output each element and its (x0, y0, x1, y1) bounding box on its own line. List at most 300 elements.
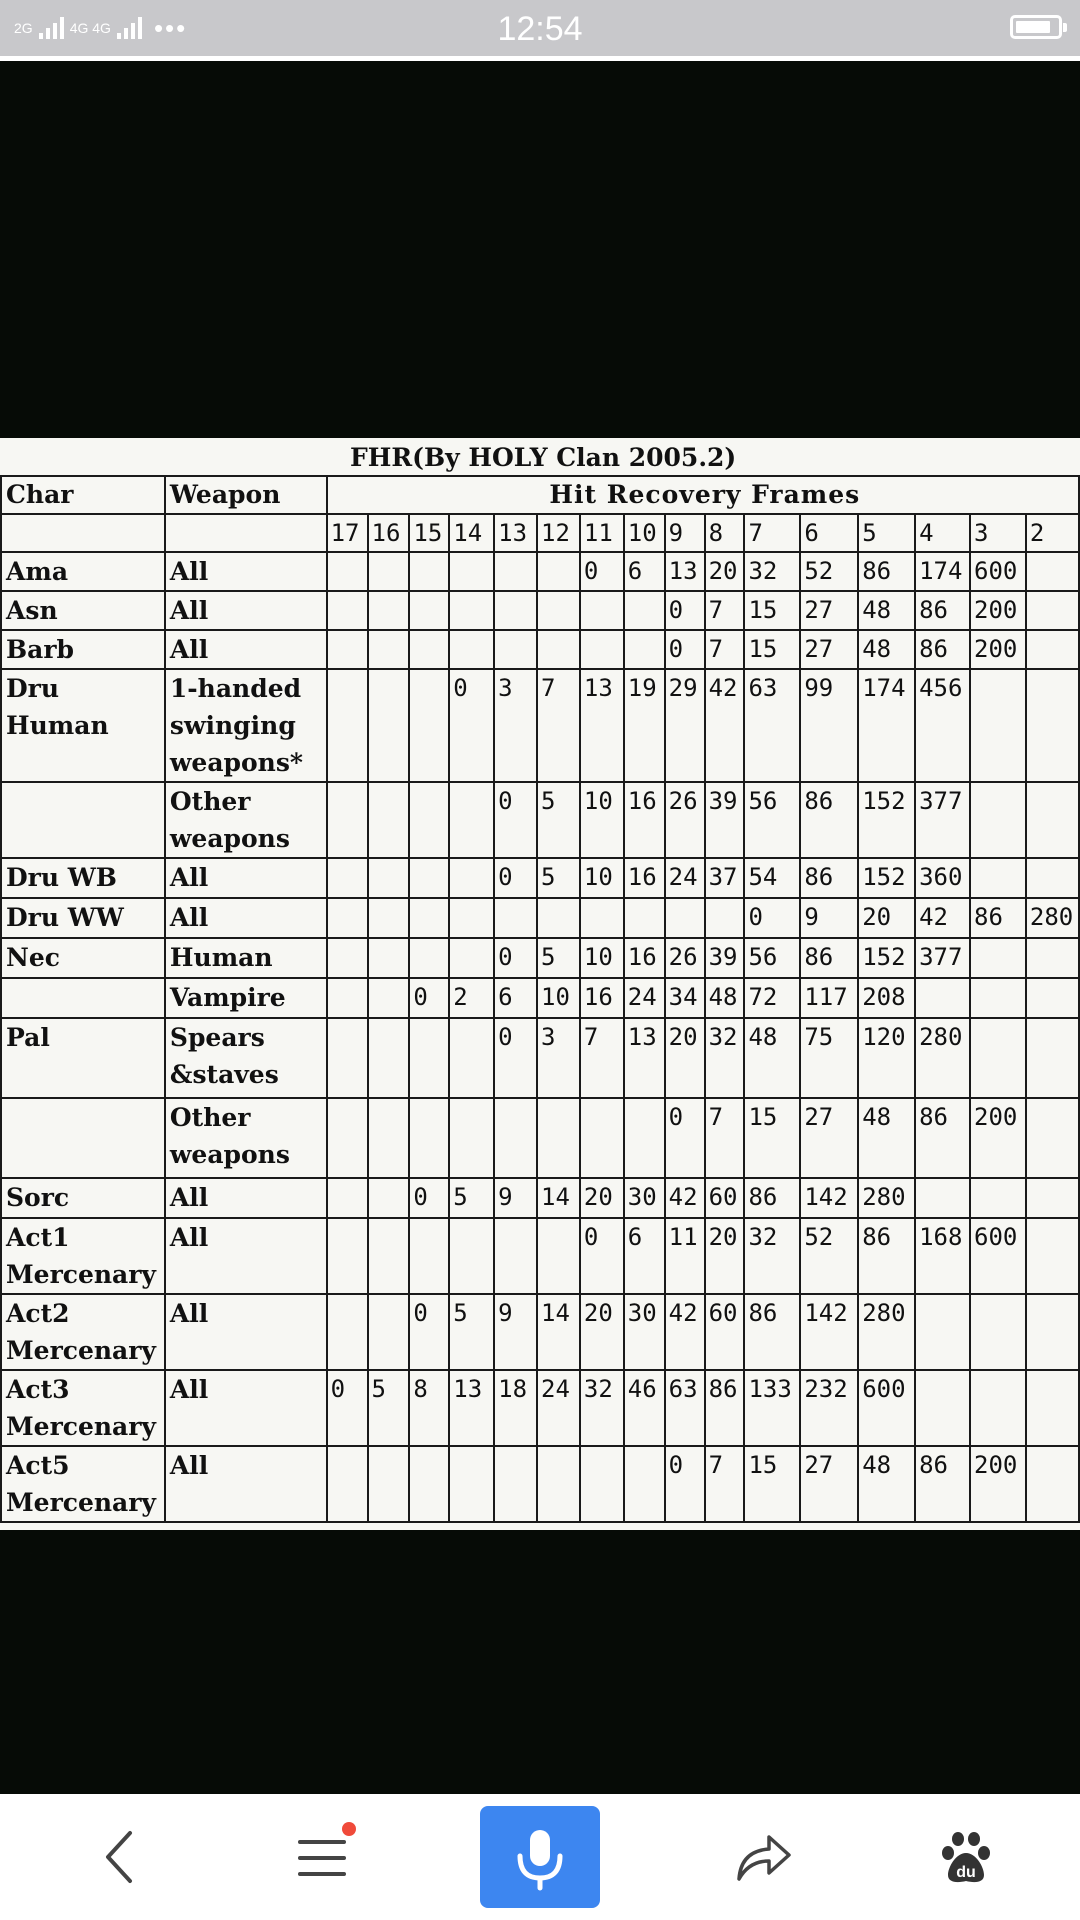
value-cell: 32 (744, 1218, 800, 1294)
value-cell: 48 (858, 1098, 915, 1178)
value-cell: 16 (624, 938, 665, 978)
value-cell: 18 (494, 1370, 537, 1446)
value-cell: 86 (744, 1178, 800, 1218)
value-cell: 10 (537, 978, 580, 1018)
value-cell (915, 1370, 970, 1446)
sim2-label: 4G 4G (69, 20, 111, 36)
value-cell: 0 (409, 978, 449, 1018)
status-bar (0, 0, 1080, 56)
value-cell: 7 (705, 1098, 745, 1178)
value-cell (368, 630, 410, 669)
value-cell (1026, 1294, 1079, 1370)
value-cell: 37 (705, 858, 745, 898)
table-row (1, 630, 1079, 669)
frames-row-empty-char (1, 514, 165, 552)
table-row (1, 782, 1079, 858)
frame-header-cell: 2 (1026, 514, 1079, 552)
value-cell: 24 (665, 858, 705, 898)
value-cell: 56 (744, 938, 800, 978)
char-cell: Act5 Mercenary (1, 1446, 165, 1522)
value-cell: 6 (494, 978, 537, 1018)
weapon-cell: Other weapons (165, 782, 327, 858)
value-cell: 32 (580, 1370, 624, 1446)
weapon-cell: All (165, 1218, 327, 1294)
table-title: FHR(By HOLY Clan 2005.2) (350, 443, 737, 472)
frame-header-cell: 14 (449, 514, 494, 552)
value-cell (970, 1370, 1026, 1446)
value-cell (970, 782, 1026, 858)
frame-header-cell: 12 (537, 514, 580, 552)
value-cell (327, 630, 368, 669)
value-cell (449, 858, 494, 898)
value-cell: 86 (915, 591, 970, 630)
value-cell (409, 898, 449, 938)
value-cell: 3 (537, 1018, 580, 1098)
value-cell (327, 591, 368, 630)
value-cell (409, 1018, 449, 1098)
value-cell: 26 (665, 782, 705, 858)
value-cell: 7 (705, 1446, 745, 1522)
value-cell: 142 (800, 1294, 858, 1370)
value-cell: 117 (800, 978, 858, 1018)
value-cell: 86 (858, 1218, 915, 1294)
value-cell: 208 (858, 978, 915, 1018)
value-cell: 63 (744, 669, 800, 782)
value-cell: 377 (915, 938, 970, 978)
value-cell (327, 978, 368, 1018)
value-cell (970, 938, 1026, 978)
value-cell: 20 (580, 1294, 624, 1370)
value-cell (1026, 782, 1079, 858)
value-cell: 48 (705, 978, 745, 1018)
value-cell (327, 1446, 368, 1522)
value-cell: 0 (449, 669, 494, 782)
share-icon (733, 1829, 793, 1885)
value-cell: 46 (624, 1370, 665, 1446)
value-cell: 52 (800, 552, 858, 591)
fhr-table (0, 475, 1080, 1523)
value-cell: 86 (800, 782, 858, 858)
value-cell: 56 (744, 782, 800, 858)
value-cell: 24 (537, 1370, 580, 1446)
weapon-cell: All (165, 591, 327, 630)
value-cell (409, 591, 449, 630)
value-cell: 0 (494, 938, 537, 978)
value-cell (705, 898, 745, 938)
value-cell (915, 1294, 970, 1370)
value-cell: 42 (705, 669, 745, 782)
value-cell (327, 1178, 368, 1218)
table-row (1, 858, 1079, 898)
value-cell: 60 (705, 1294, 745, 1370)
value-cell: 30 (624, 1294, 665, 1370)
char-cell: Ama (1, 552, 165, 591)
char-cell: Act2 Mercenary (1, 1294, 165, 1370)
value-cell: 13 (665, 552, 705, 591)
value-cell: 280 (915, 1018, 970, 1098)
value-cell: 11 (665, 1218, 705, 1294)
value-cell (449, 630, 494, 669)
value-cell (368, 1178, 410, 1218)
value-cell: 0 (580, 1218, 624, 1294)
value-cell (368, 669, 410, 782)
char-cell: Sorc (1, 1178, 165, 1218)
value-cell: 5 (449, 1294, 494, 1370)
value-cell: 48 (858, 591, 915, 630)
back-button[interactable] (90, 1794, 150, 1920)
frame-header-cell: 11 (580, 514, 624, 552)
header-char: Char (1, 476, 165, 514)
value-cell: 7 (580, 1018, 624, 1098)
value-cell: 600 (970, 1218, 1026, 1294)
value-cell: 42 (665, 1178, 705, 1218)
value-cell (409, 1446, 449, 1522)
char-cell: Act3 Mercenary (1, 1370, 165, 1446)
value-cell: 200 (970, 1098, 1026, 1178)
value-cell (665, 898, 705, 938)
table-row (1, 898, 1079, 938)
value-cell (1026, 1178, 1079, 1218)
value-cell: 152 (858, 858, 915, 898)
value-cell: 29 (665, 669, 705, 782)
value-cell: 27 (800, 1446, 858, 1522)
value-cell (1026, 1098, 1079, 1178)
value-cell (537, 552, 580, 591)
value-cell: 99 (800, 669, 858, 782)
value-cell: 26 (665, 938, 705, 978)
value-cell: 9 (800, 898, 858, 938)
value-cell: 42 (915, 898, 970, 938)
value-cell (327, 1018, 368, 1098)
more-notifications-icon: ••• (153, 12, 188, 43)
value-cell: 8 (409, 1370, 449, 1446)
table-row (1, 978, 1079, 1018)
value-cell: 152 (858, 938, 915, 978)
frame-header-cell: 5 (858, 514, 915, 552)
value-cell: 52 (800, 1218, 858, 1294)
char-cell: Dru Human (1, 669, 165, 782)
value-cell: 32 (705, 1018, 745, 1098)
value-cell (580, 1098, 624, 1178)
value-cell (409, 938, 449, 978)
value-cell: 10 (580, 938, 624, 978)
value-cell: 48 (744, 1018, 800, 1098)
value-cell: 39 (705, 782, 745, 858)
frame-header-cell: 13 (494, 514, 537, 552)
value-cell: 6 (624, 1218, 665, 1294)
value-cell (1026, 630, 1079, 669)
value-cell: 0 (409, 1178, 449, 1218)
value-cell: 200 (970, 1446, 1026, 1522)
value-cell: 16 (580, 978, 624, 1018)
value-cell (537, 630, 580, 669)
frames-row-empty-weapon (165, 514, 327, 552)
value-cell (327, 1294, 368, 1370)
value-cell (409, 1218, 449, 1294)
value-cell (449, 782, 494, 858)
frame-header-cell: 3 (970, 514, 1026, 552)
value-cell (537, 1098, 580, 1178)
value-cell: 86 (705, 1370, 745, 1446)
value-cell: 86 (800, 858, 858, 898)
value-cell: 86 (858, 552, 915, 591)
value-cell (970, 858, 1026, 898)
value-cell: 63 (665, 1370, 705, 1446)
table-row (1, 1098, 1079, 1178)
value-cell (580, 898, 624, 938)
value-cell (1026, 1446, 1079, 1522)
value-cell: 0 (665, 630, 705, 669)
table-row (1, 938, 1079, 978)
value-cell: 14 (537, 1294, 580, 1370)
weapon-cell: All (165, 1446, 327, 1522)
value-cell (449, 552, 494, 591)
value-cell: 13 (624, 1018, 665, 1098)
weapon-cell: All (165, 1178, 327, 1218)
value-cell: 120 (858, 1018, 915, 1098)
value-cell (580, 591, 624, 630)
value-cell (327, 858, 368, 898)
value-cell: 2 (449, 978, 494, 1018)
value-cell: 16 (624, 858, 665, 898)
value-cell: 10 (580, 782, 624, 858)
value-cell (368, 782, 410, 858)
value-cell (970, 1294, 1026, 1370)
char-cell: Act1 Mercenary (1, 1218, 165, 1294)
value-cell: 280 (858, 1178, 915, 1218)
weapon-cell: 1-handed swinging weapons* (165, 669, 327, 782)
value-cell (970, 1178, 1026, 1218)
value-cell: 20 (705, 552, 745, 591)
value-cell: 142 (800, 1178, 858, 1218)
weapon-cell: All (165, 1294, 327, 1370)
value-cell (449, 1018, 494, 1098)
header-row (1, 476, 1079, 514)
sim1-label: 2G (14, 20, 33, 36)
value-cell (327, 782, 368, 858)
frames-row (1, 514, 1079, 552)
value-cell (1026, 858, 1079, 898)
value-cell: 174 (858, 669, 915, 782)
value-cell (494, 898, 537, 938)
frame-header-cell: 17 (327, 514, 368, 552)
value-cell (1026, 1370, 1079, 1446)
weapon-cell: All (165, 1370, 327, 1446)
voice-search-button[interactable] (480, 1806, 600, 1908)
value-cell: 10 (580, 858, 624, 898)
value-cell (368, 1294, 410, 1370)
value-cell: 600 (858, 1370, 915, 1446)
value-cell (327, 898, 368, 938)
value-cell: 7 (705, 591, 745, 630)
value-cell (327, 1098, 368, 1178)
value-cell: 600 (970, 552, 1026, 591)
frame-header-cell: 15 (409, 514, 449, 552)
value-cell (449, 1446, 494, 1522)
value-cell: 5 (537, 858, 580, 898)
table-row (1, 552, 1079, 591)
value-cell (624, 898, 665, 938)
value-cell (409, 552, 449, 591)
value-cell: 0 (494, 1018, 537, 1098)
frame-header-cell: 7 (744, 514, 800, 552)
value-cell: 9 (494, 1178, 537, 1218)
value-cell (1026, 1218, 1079, 1294)
share-button[interactable] (732, 1794, 794, 1920)
value-cell (368, 898, 410, 938)
value-cell (368, 858, 410, 898)
value-cell: 20 (665, 1018, 705, 1098)
value-cell: 200 (970, 591, 1026, 630)
value-cell: 15 (744, 1446, 800, 1522)
fhr-table-image (0, 438, 1080, 1530)
menu-icon (296, 1832, 348, 1882)
value-cell: 0 (665, 591, 705, 630)
value-cell (970, 1018, 1026, 1098)
char-cell (1, 1098, 165, 1178)
table-row (1, 669, 1079, 782)
value-cell: 75 (800, 1018, 858, 1098)
char-cell: Dru WB (1, 858, 165, 898)
value-cell (537, 1218, 580, 1294)
frame-header-cell: 9 (665, 514, 705, 552)
value-cell (368, 552, 410, 591)
value-cell (368, 591, 410, 630)
value-cell: 86 (800, 938, 858, 978)
value-cell (624, 591, 665, 630)
image-viewer[interactable] (0, 61, 1080, 1794)
clock: 12:54 (497, 10, 583, 48)
value-cell: 280 (858, 1294, 915, 1370)
value-cell: 27 (800, 630, 858, 669)
value-cell (494, 591, 537, 630)
menu-button[interactable] (290, 1794, 354, 1920)
baidu-button[interactable] (936, 1794, 996, 1920)
value-cell: 0 (665, 1098, 705, 1178)
value-cell (327, 669, 368, 782)
char-cell: Nec (1, 938, 165, 978)
value-cell (327, 552, 368, 591)
value-cell: 86 (744, 1294, 800, 1370)
value-cell: 7 (537, 669, 580, 782)
value-cell: 86 (970, 898, 1026, 938)
value-cell: 5 (449, 1178, 494, 1218)
weapon-cell: Human (165, 938, 327, 978)
value-cell (368, 1446, 410, 1522)
value-cell (449, 938, 494, 978)
value-cell (327, 938, 368, 978)
value-cell: 15 (744, 591, 800, 630)
value-cell: 9 (494, 1294, 537, 1370)
baidu-label: du (956, 1864, 976, 1881)
value-cell: 86 (915, 1098, 970, 1178)
value-cell: 30 (624, 1178, 665, 1218)
value-cell (368, 1018, 410, 1098)
value-cell (915, 978, 970, 1018)
value-cell: 42 (665, 1294, 705, 1370)
value-cell: 5 (537, 782, 580, 858)
value-cell (449, 1218, 494, 1294)
frame-header-cell: 10 (624, 514, 665, 552)
value-cell: 20 (580, 1178, 624, 1218)
frame-header-cell: 6 (800, 514, 858, 552)
weapon-cell: All (165, 898, 327, 938)
value-cell (368, 938, 410, 978)
char-cell: Pal (1, 1018, 165, 1098)
value-cell (449, 591, 494, 630)
value-cell (537, 898, 580, 938)
value-cell (449, 1098, 494, 1178)
header-hit-recovery-frames: Hit Recovery Frames (327, 476, 1079, 514)
notification-dot (342, 1822, 356, 1836)
value-cell (409, 782, 449, 858)
value-cell (970, 978, 1026, 1018)
frame-header-cell: 8 (705, 514, 745, 552)
value-cell (624, 1098, 665, 1178)
weapon-cell: Other weapons (165, 1098, 327, 1178)
value-cell: 27 (800, 591, 858, 630)
value-cell (494, 1218, 537, 1294)
value-cell: 20 (858, 898, 915, 938)
value-cell: 13 (449, 1370, 494, 1446)
value-cell: 72 (744, 978, 800, 1018)
value-cell: 16 (624, 782, 665, 858)
char-cell: Barb (1, 630, 165, 669)
bottom-nav (0, 1794, 1080, 1920)
value-cell: 232 (800, 1370, 858, 1446)
value-cell: 360 (915, 858, 970, 898)
value-cell: 0 (409, 1294, 449, 1370)
header-weapon: Weapon (165, 476, 327, 514)
value-cell: 86 (915, 1446, 970, 1522)
value-cell: 456 (915, 669, 970, 782)
value-cell: 133 (744, 1370, 800, 1446)
value-cell (368, 1218, 410, 1294)
char-cell: Dru WW (1, 898, 165, 938)
value-cell (368, 1098, 410, 1178)
value-cell: 152 (858, 782, 915, 858)
value-cell (970, 669, 1026, 782)
value-cell: 54 (744, 858, 800, 898)
value-cell: 0 (494, 782, 537, 858)
table-row (1, 1446, 1079, 1522)
table-row (1, 1218, 1079, 1294)
value-cell: 24 (624, 978, 665, 1018)
value-cell (409, 630, 449, 669)
value-cell: 39 (705, 938, 745, 978)
weapon-cell: Spears &staves (165, 1018, 327, 1098)
weapon-cell: All (165, 858, 327, 898)
value-cell: 20 (705, 1218, 745, 1294)
value-cell (494, 1446, 537, 1522)
value-cell: 0 (327, 1370, 368, 1446)
value-cell: 34 (665, 978, 705, 1018)
value-cell (409, 1098, 449, 1178)
value-cell (1026, 669, 1079, 782)
value-cell: 200 (970, 630, 1026, 669)
value-cell: 5 (368, 1370, 410, 1446)
value-cell: 86 (915, 630, 970, 669)
value-cell: 174 (915, 552, 970, 591)
value-cell: 13 (580, 669, 624, 782)
char-cell (1, 978, 165, 1018)
value-cell (915, 1178, 970, 1218)
value-cell (1026, 591, 1079, 630)
back-icon (100, 1829, 140, 1885)
value-cell: 14 (537, 1178, 580, 1218)
value-cell (409, 858, 449, 898)
value-cell: 168 (915, 1218, 970, 1294)
